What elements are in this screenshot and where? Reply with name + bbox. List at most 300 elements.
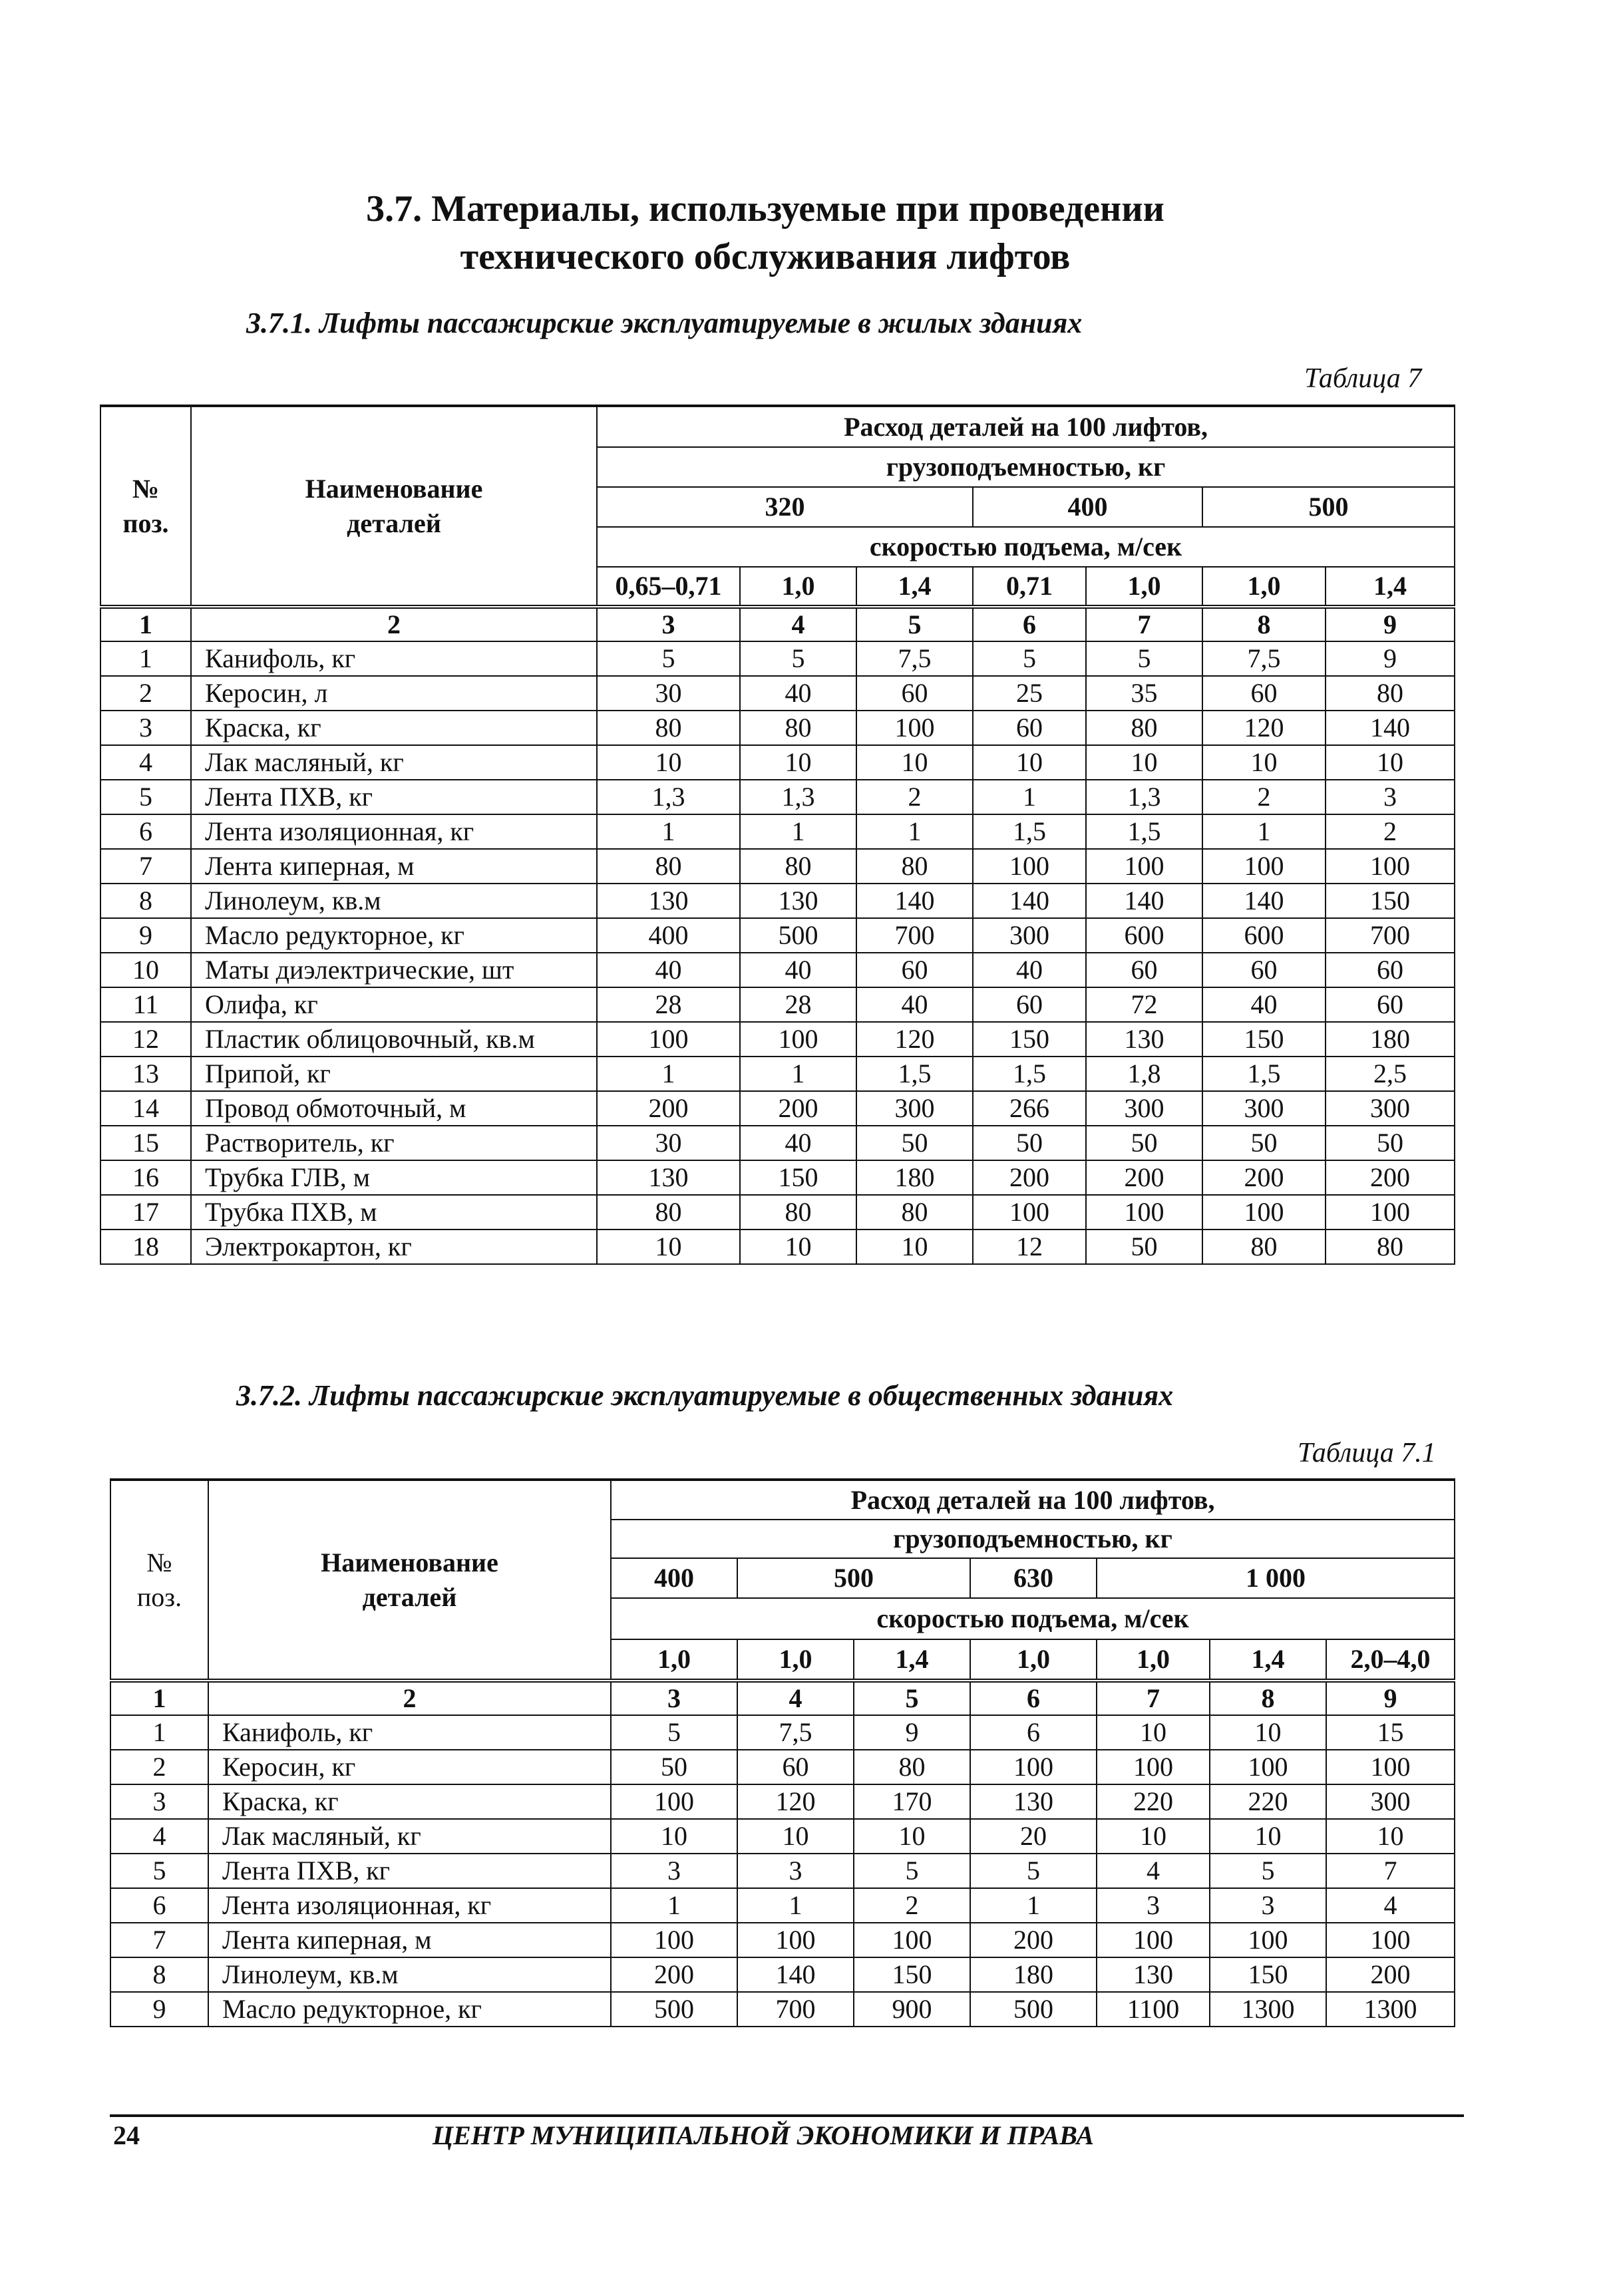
speed-cell: 1,4 [1210,1639,1326,1681]
value-cell: 100 [1326,849,1455,884]
table-row [100,780,1455,814]
table-row [100,1022,1455,1057]
table-row [100,987,1455,1022]
value-cell: 5 [1086,641,1202,676]
item-name-cell: Провод обмоточный, м [191,1091,597,1126]
item-name-cell: Масло редукторное, кг [191,918,597,953]
value-cell: 100 [737,1923,854,1957]
row-number-cell: 13 [100,1057,191,1091]
speed-cell: 1,0 [1097,1639,1210,1681]
value-cell: 140 [856,884,973,918]
row-number-cell: 17 [100,1195,191,1230]
value-cell: 5 [973,641,1086,676]
row-number-cell: 5 [110,1854,208,1888]
value-cell: 1 [740,814,856,849]
row-number-cell: 15 [100,1126,191,1160]
item-name-cell: Краска, кг [191,711,597,745]
header-pos: № поз. [100,406,191,607]
header-speed: скоростью подъема, м/сек [611,1598,1455,1639]
item-name-cell: Лента изоляционная, кг [208,1888,611,1923]
value-cell: 40 [856,987,973,1022]
value-cell: 500 [740,918,856,953]
table-row [100,1126,1455,1160]
table-row [100,814,1455,849]
value-cell: 100 [1326,1195,1455,1230]
value-cell: 200 [1202,1160,1326,1195]
value-cell: 1,3 [597,780,740,814]
value-cell: 140 [973,884,1086,918]
row-number-cell: 3 [110,1784,208,1819]
item-name-cell: Лак масляный, кг [191,745,597,780]
value-cell: 100 [611,1923,737,1957]
value-cell: 10 [1326,1819,1455,1854]
item-name-cell: Краска, кг [208,1784,611,1819]
value-cell: 200 [970,1923,1097,1957]
row-number-cell: 6 [110,1888,208,1923]
speed-cell: 1,0 [611,1639,737,1681]
speed-cell: 0,71 [973,567,1086,607]
row-number-cell: 6 [100,814,191,849]
value-cell: 180 [970,1957,1097,1992]
value-cell: 10 [1326,745,1455,780]
value-cell: 300 [1326,1091,1455,1126]
value-cell: 700 [856,918,973,953]
row-number-cell: 12 [100,1022,191,1057]
value-cell: 150 [1210,1957,1326,1992]
item-name-cell: Пластик облицовочный, кв.м [191,1022,597,1057]
table-row [100,953,1455,987]
row-number-cell: 5 [100,780,191,814]
value-cell: 1,5 [1202,1057,1326,1091]
item-name-cell: Маты диэлектрические, шт [191,953,597,987]
item-name-cell: Линолеум, кв.м [191,884,597,918]
speed-cell: 1,0 [970,1639,1097,1681]
row-number-cell: 8 [100,884,191,918]
item-name-cell: Трубка ПХВ, м [191,1195,597,1230]
value-cell: 50 [1086,1230,1202,1264]
item-name-cell: Растворитель, кг [191,1126,597,1160]
value-cell: 600 [1202,918,1326,953]
value-cell: 10 [1097,1715,1210,1750]
column-number-cell: 4 [737,1681,854,1715]
value-cell: 1,5 [856,1057,973,1091]
value-cell: 2,5 [1326,1057,1455,1091]
speed-cell: 0,65–0,71 [597,567,740,607]
speed-cell: 1,4 [1326,567,1455,607]
table-row [100,1057,1455,1091]
table-row [100,676,1455,711]
value-cell: 60 [1326,953,1455,987]
value-cell: 60 [856,953,973,987]
value-cell: 80 [1086,711,1202,745]
value-cell: 300 [1202,1091,1326,1126]
table-row [100,711,1455,745]
value-cell: 300 [1086,1091,1202,1126]
value-cell: 5 [970,1854,1097,1888]
row-number-cell: 4 [110,1819,208,1854]
column-number-cell: 6 [973,607,1086,641]
value-cell: 220 [1210,1784,1326,1819]
row-number-cell: 4 [100,745,191,780]
row-number-cell: 9 [110,1992,208,2027]
column-number-cell: 4 [740,607,856,641]
value-cell: 140 [737,1957,854,1992]
column-number-cell: 8 [1210,1681,1326,1715]
table-row [100,1195,1455,1230]
table-row [110,1819,1455,1854]
value-cell: 130 [1097,1957,1210,1992]
value-cell: 60 [1202,953,1326,987]
value-cell: 1300 [1326,1992,1455,2027]
page-number: 24 [113,2120,140,2150]
value-cell: 40 [740,1126,856,1160]
table7-1-label: Таблица 7.1 [1298,1438,1436,1468]
item-name-cell: Лента изоляционная, кг [191,814,597,849]
value-cell: 2 [854,1888,970,1923]
value-cell: 300 [973,918,1086,953]
value-cell: 12 [973,1230,1086,1264]
value-cell: 150 [1326,884,1455,918]
header-capacity: грузоподъемностью, кг [611,1520,1455,1558]
column-number-cell: 9 [1326,1681,1455,1715]
row-number-cell: 14 [100,1091,191,1126]
table7-1-subtitle: 3.7.2. Лифты пассажирские эксплуатируемые в общественных зданиях [236,1379,1174,1412]
value-cell: 1 [970,1888,1097,1923]
value-cell: 2 [1202,780,1326,814]
value-cell: 140 [1202,884,1326,918]
table-row [110,1888,1455,1923]
table-row [110,1957,1455,1992]
value-cell: 10 [1210,1715,1326,1750]
value-cell: 7,5 [1202,641,1326,676]
value-cell: 80 [856,849,973,884]
item-name-cell: Керосин, кг [208,1750,611,1784]
value-cell: 40 [740,953,856,987]
value-cell: 100 [856,711,973,745]
table-row [100,1091,1455,1126]
value-cell: 80 [856,1195,973,1230]
value-cell: 3 [1326,780,1455,814]
table7 [100,405,1455,1265]
header-consumption: Расход деталей на 100 лифтов, [597,406,1455,447]
value-cell: 7,5 [856,641,973,676]
item-name-cell: Канифоль, кг [191,641,597,676]
item-name-cell: Припой, кг [191,1057,597,1091]
item-name-cell: Масло редукторное, кг [208,1992,611,2027]
value-cell: 130 [740,884,856,918]
column-number-cell: 6 [970,1681,1097,1715]
value-cell: 5 [740,641,856,676]
speed-cell: 1,0 [1086,567,1202,607]
table-row [100,1230,1455,1264]
value-cell: 5 [611,1715,737,1750]
column-number-cell: 7 [1086,607,1202,641]
value-cell: 150 [854,1957,970,1992]
value-cell: 180 [856,1160,973,1195]
capacity-cell: 320 [597,487,973,527]
value-cell: 60 [1326,987,1455,1022]
value-cell: 200 [611,1957,737,1992]
table-row [100,918,1455,953]
value-cell: 100 [1210,1923,1326,1957]
table-row [110,1750,1455,1784]
value-cell: 10 [856,745,973,780]
item-name-cell: Лента ПХВ, кг [208,1854,611,1888]
column-number-row [110,1681,1455,1715]
value-cell: 150 [1202,1022,1326,1057]
table-row [100,641,1455,676]
value-cell: 10 [1086,745,1202,780]
table-row [100,884,1455,918]
item-name-cell: Лента ПХВ, кг [191,780,597,814]
row-number-cell: 16 [100,1160,191,1195]
value-cell: 1100 [1097,1992,1210,2027]
value-cell: 700 [737,1992,854,2027]
value-cell: 150 [740,1160,856,1195]
value-cell: 10 [740,745,856,780]
table7-label: Таблица 7 [1304,363,1422,394]
value-cell: 130 [597,1160,740,1195]
value-cell: 35 [1086,676,1202,711]
value-cell: 100 [973,1195,1086,1230]
value-cell: 300 [1326,1784,1455,1819]
value-cell: 140 [1326,711,1455,745]
value-cell: 60 [973,711,1086,745]
item-name-cell: Лак масляный, кг [208,1819,611,1854]
footer-publisher: ЦЕНТР МУНИЦИПАЛЬНОЙ ЭКОНОМИКИ И ПРАВА [433,2120,1095,2150]
item-name-cell: Канифоль, кг [208,1715,611,1750]
value-cell: 10 [856,1230,973,1264]
item-name-cell: Трубка ГЛВ, м [191,1160,597,1195]
value-cell: 130 [970,1784,1097,1819]
value-cell: 180 [1326,1022,1455,1057]
value-cell: 5 [854,1854,970,1888]
value-cell: 30 [597,1126,740,1160]
value-cell: 50 [973,1126,1086,1160]
column-number-cell: 8 [1202,607,1326,641]
value-cell: 100 [1202,849,1326,884]
value-cell: 150 [973,1022,1086,1057]
item-name-cell: Керосин, л [191,676,597,711]
header-speed: скоростью подъема, м/сек [597,527,1455,567]
value-cell: 80 [854,1750,970,1784]
value-cell: 4 [1326,1888,1455,1923]
value-cell: 100 [1097,1923,1210,1957]
value-cell: 2 [856,780,973,814]
column-number-row [100,607,1455,641]
value-cell: 1,5 [973,1057,1086,1091]
speed-cell: 1,0 [1202,567,1326,607]
header-name: Наименование деталей [208,1480,611,1681]
value-cell: 80 [1202,1230,1326,1264]
table-row [100,849,1455,884]
value-cell: 60 [737,1750,854,1784]
speed-cell: 1,0 [740,567,856,607]
item-name-cell: Олифа, кг [191,987,597,1022]
value-cell: 400 [597,918,740,953]
column-number-cell: 5 [856,607,973,641]
value-cell: 700 [1326,918,1455,953]
value-cell: 50 [1202,1126,1326,1160]
value-cell: 100 [1086,1195,1202,1230]
section-title [0,185,1530,281]
value-cell: 1,3 [740,780,856,814]
column-number-cell: 1 [100,607,191,641]
item-name-cell: Лента киперная, м [191,849,597,884]
table-row [110,1854,1455,1888]
value-cell: 3 [737,1854,854,1888]
value-cell: 10 [611,1819,737,1854]
value-cell: 10 [597,1230,740,1264]
value-cell: 60 [973,987,1086,1022]
row-number-cell: 1 [110,1715,208,1750]
value-cell: 200 [1086,1160,1202,1195]
value-cell: 100 [970,1750,1097,1784]
value-cell: 5 [597,641,740,676]
row-number-cell: 3 [100,711,191,745]
capacity-cell: 400 [611,1558,737,1598]
value-cell: 80 [740,1195,856,1230]
value-cell: 100 [740,1022,856,1057]
value-cell: 100 [973,849,1086,884]
column-number-cell: 2 [191,607,597,641]
value-cell: 72 [1086,987,1202,1022]
table-row [110,1784,1455,1819]
value-cell: 3 [611,1854,737,1888]
value-cell: 500 [970,1992,1097,2027]
value-cell: 50 [856,1126,973,1160]
table7-1 [110,1478,1455,2027]
value-cell: 100 [1326,1750,1455,1784]
value-cell: 100 [1326,1923,1455,1957]
item-name-cell: Лента киперная, м [208,1923,611,1957]
value-cell: 60 [1086,953,1202,987]
row-number-cell: 11 [100,987,191,1022]
value-cell: 100 [1086,849,1202,884]
value-cell: 80 [597,849,740,884]
value-cell: 10 [854,1819,970,1854]
value-cell: 1 [740,1057,856,1091]
section-title-line-1: 3.7. Материалы, используемые при проведении [366,188,1164,230]
row-number-cell: 1 [100,641,191,676]
value-cell: 100 [1097,1750,1210,1784]
value-cell: 1 [597,814,740,849]
table7-subtitle: 3.7.1. Лифты пассажирские эксплуатируемые в жилых зданиях [246,307,1083,339]
value-cell: 170 [854,1784,970,1819]
value-cell: 200 [1326,1160,1455,1195]
value-cell: 120 [737,1784,854,1819]
value-cell: 10 [973,745,1086,780]
row-number-cell: 2 [110,1750,208,1784]
value-cell: 130 [597,884,740,918]
row-number-cell: 10 [100,953,191,987]
value-cell: 266 [973,1091,1086,1126]
value-cell: 1 [597,1057,740,1091]
value-cell: 7,5 [737,1715,854,1750]
value-cell: 1 [1202,814,1326,849]
value-cell: 60 [1202,676,1326,711]
capacity-cell: 500 [737,1558,970,1598]
value-cell: 50 [1086,1126,1202,1160]
value-cell: 200 [1326,1957,1455,1992]
value-cell: 500 [611,1992,737,2027]
value-cell: 28 [597,987,740,1022]
table-row [110,1715,1455,1750]
value-cell: 1,3 [1086,780,1202,814]
value-cell: 1 [737,1888,854,1923]
value-cell: 600 [1086,918,1202,953]
value-cell: 140 [1086,884,1202,918]
value-cell: 20 [970,1819,1097,1854]
table-row [110,1992,1455,2027]
column-number-cell: 5 [854,1681,970,1715]
item-name-cell: Линолеум, кв.м [208,1957,611,1992]
value-cell: 1,5 [1086,814,1202,849]
column-number-cell: 3 [597,607,740,641]
footer-divider [110,2114,1464,2117]
value-cell: 7 [1326,1854,1455,1888]
value-cell: 200 [597,1091,740,1126]
value-cell: 100 [611,1784,737,1819]
header-consumption: Расход деталей на 100 лифтов, [611,1480,1455,1520]
column-number-cell: 2 [208,1681,611,1715]
value-cell: 3 [1210,1888,1326,1923]
value-cell: 40 [597,953,740,987]
value-cell: 120 [856,1022,973,1057]
header-name: Наименование деталей [191,406,597,607]
value-cell: 220 [1097,1784,1210,1819]
value-cell: 10 [597,745,740,780]
value-cell: 130 [1086,1022,1202,1057]
speed-cell: 1,0 [737,1639,854,1681]
value-cell: 80 [1326,676,1455,711]
column-number-cell: 9 [1326,607,1455,641]
value-cell: 10 [740,1230,856,1264]
value-cell: 2 [1326,814,1455,849]
speed-cell: 2,0–4,0 [1326,1639,1455,1681]
value-cell: 15 [1326,1715,1455,1750]
value-cell: 120 [1202,711,1326,745]
item-name-cell: Электрокартон, кг [191,1230,597,1264]
row-number-cell: 9 [100,918,191,953]
row-number-cell: 8 [110,1957,208,1992]
value-cell: 3 [1097,1888,1210,1923]
value-cell: 100 [597,1022,740,1057]
value-cell: 80 [740,711,856,745]
value-cell: 40 [1202,987,1326,1022]
header-pos: № поз. [110,1480,208,1681]
value-cell: 6 [970,1715,1097,1750]
value-cell: 10 [1202,745,1326,780]
row-number-cell: 7 [110,1923,208,1957]
value-cell: 100 [1210,1750,1326,1784]
value-cell: 80 [597,1195,740,1230]
value-cell: 40 [973,953,1086,987]
value-cell: 1300 [1210,1992,1326,2027]
value-cell: 1 [856,814,973,849]
value-cell: 900 [854,1992,970,2027]
table-row [110,1923,1455,1957]
value-cell: 10 [1210,1819,1326,1854]
value-cell: 80 [740,849,856,884]
value-cell: 40 [740,676,856,711]
value-cell: 9 [1326,641,1455,676]
value-cell: 25 [973,676,1086,711]
value-cell: 300 [856,1091,973,1126]
row-number-cell: 18 [100,1230,191,1264]
capacity-cell: 630 [970,1558,1097,1598]
row-number-cell: 2 [100,676,191,711]
